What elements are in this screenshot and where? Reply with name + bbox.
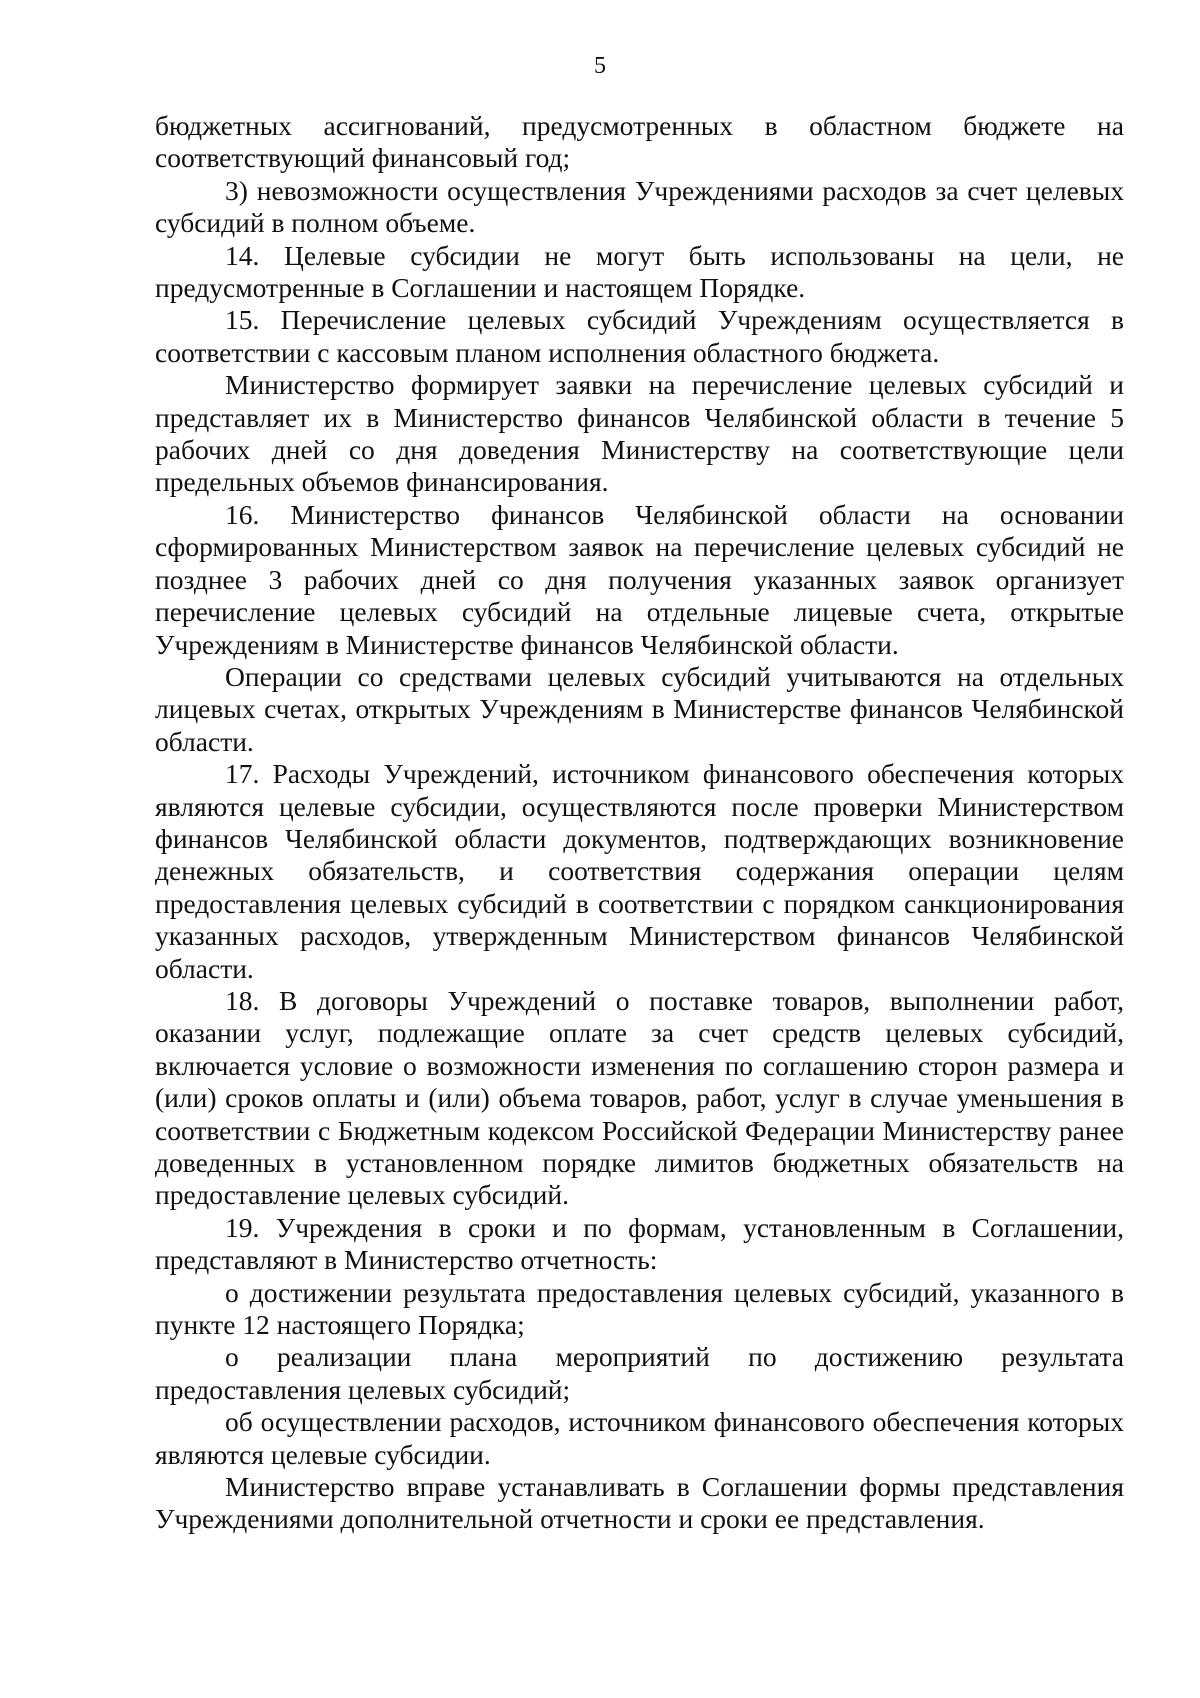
paragraph-14: 14. Целевые субсидии не могут быть использованы на цели, не предусмотренные в Соглашении и настоящем Порядке. — [155, 239, 1124, 304]
paragraph-17: 17. Расходы Учреждений, источником финансового обеспечения которых являются целевые субсидии, осуществляются после проверки Министерством финансов Челябинской области документов, подтверждающих возникновение денежных обязательств, и соответствия содержания операции целям предоставления целевых субсидий в соответствии с порядком санкционирования указанных расходов, утвержденным Министерством финансов Челябинской области. — [155, 758, 1124, 984]
paragraph-continuation: бюджетных ассигнований, предусмотренных в областном бюджете на соответствующий финансовый год; — [155, 110, 1124, 174]
paragraph-16: 16. Министерство финансов Челябинской области на основании сформированных Министерством заявок на перечисление целевых субсидий не позднее 3 рабочих дней со дня получения указанных заявок организует перечисление целевых субсидий на отдельные лицевые счета, открытые Учреждениям в Министерстве финансов Челябинской области. — [155, 498, 1124, 660]
paragraph-15: 15. Перечисление целевых субсидий Учреждениям осуществляется в соответствии с кассовым планом исполнения областного бюджета. — [155, 304, 1124, 368]
paragraph-16-operations: Операции со средствами целевых субсидий учитываются на отдельных лицевых счетах, открытых Учреждениям в Министерстве финансов Челябинской области. — [155, 660, 1124, 757]
paragraph-15-ministry-requests: Министерство формирует заявки на перечисление целевых субсидий и представляет их в Министерство финансов Челябинской области в течение 5 рабочих дней со дня доведения Министерству на соответствующие цели предельных объемов финансирования. — [155, 369, 1124, 498]
paragraph-19-additional-reporting: Министерство вправе устанавливать в Соглашении формы представления Учреждениями дополнительной отчетности и сроки ее представления. — [155, 1471, 1124, 1535]
paragraph-19-plan-report: о реализации плана мероприятий по достижению результата предоставления целевых субсидий; — [155, 1341, 1124, 1405]
document-body — [155, 110, 1124, 1536]
paragraph-19-result-report: о достижении результата предоставления целевых субсидий, указанного в пункте 12 настоящего Порядка; — [155, 1276, 1124, 1341]
paragraph-19: 19. Учреждения в сроки и по формам, установленным в Соглашении, представляют в Министерство отчетность: — [155, 1211, 1124, 1276]
paragraph-18: 18. В договоры Учреждений о поставке товаров, выполнении работ, оказании услуг, подлежащие оплате за счет средств целевых субсидий, включается условие о возможности изменения по соглашению сторон размера и (или) сроков оплаты и (или) объема товаров, работ, услуг в случае уменьшения в соответствии с Бюджетным кодексом Российской Федерации Министерству ранее доведенных в установленном порядке лимитов бюджетных обязательств на предоставление целевых субсидий. — [155, 984, 1124, 1211]
paragraph-19-expenses-report: об осуществлении расходов, источником финансового обеспечения которых являются целевые субсидии. — [155, 1406, 1124, 1470]
paragraph-item-3: 3) невозможности осуществления Учреждениями расходов за счет целевых субсидий в полном объеме. — [155, 174, 1124, 239]
page-number: 5 — [594, 53, 606, 79]
